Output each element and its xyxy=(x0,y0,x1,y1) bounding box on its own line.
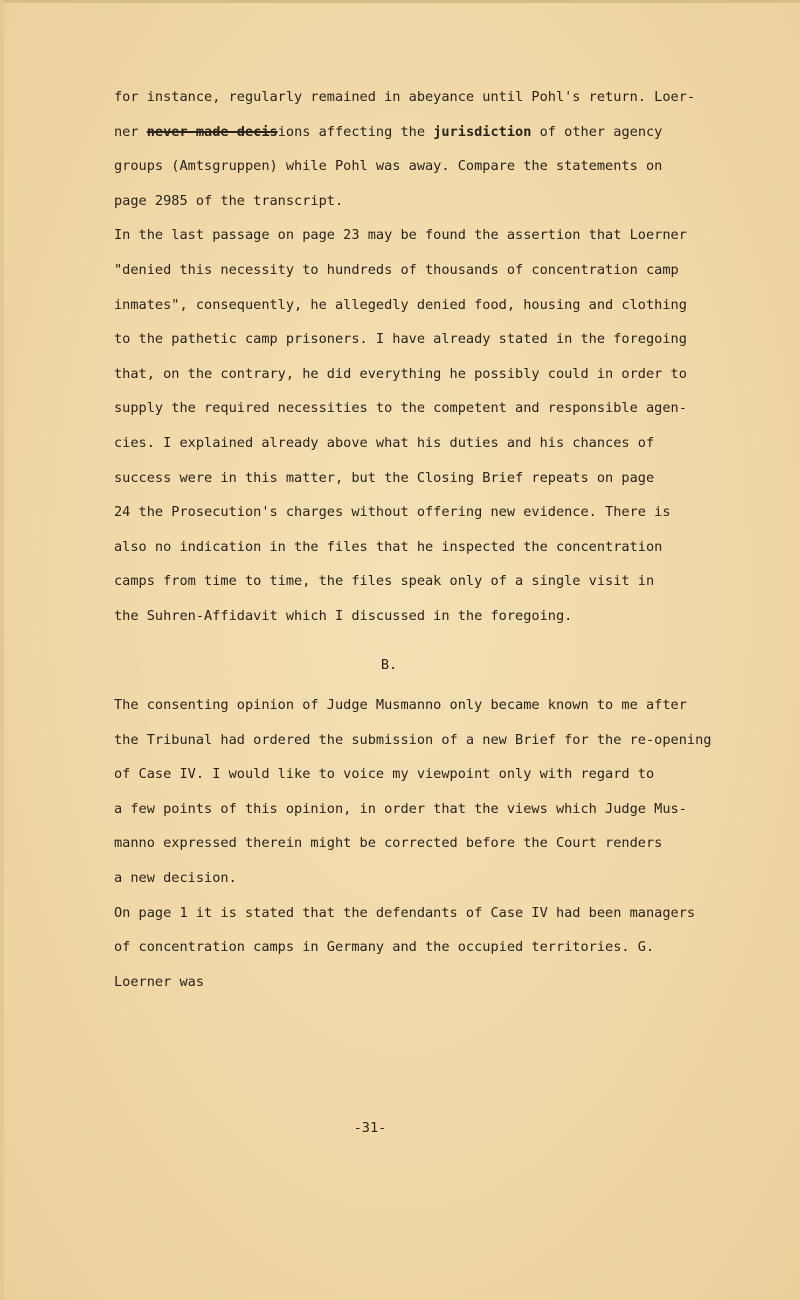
document-body xyxy=(114,80,724,999)
page-edge-left xyxy=(0,0,4,1300)
overtyped-word: jurisdiction xyxy=(433,123,532,140)
text-line: manno expressed therein might be corrected before the Court renders xyxy=(114,835,663,852)
text-line: groups (Amtsgruppen) while Pohl was away. Compare the statements on xyxy=(114,158,663,175)
struck-out-text: never made decis xyxy=(146,123,278,140)
page-number: -31- xyxy=(353,1120,387,1136)
text-line: The consenting opinion of Judge Musmanno only became known to me after xyxy=(114,697,687,714)
text-line: inmates", consequently, he allegedly denied food, housing and clothing xyxy=(114,296,687,313)
text-line: the Suhren-Affidavit which I discussed in the foregoing. xyxy=(114,607,573,624)
section-heading: B. xyxy=(380,656,398,673)
text-line: cies. I explained already above what his duties and his chances of xyxy=(114,434,655,451)
text-line: On page 1 it is stated that the defendants of Case IV had been managers xyxy=(114,904,696,921)
text-line: In the last passage on page 23 may be found the assertion that Loerner xyxy=(114,227,687,244)
text-line: Loerner was xyxy=(114,973,205,990)
text-line: also no indication in the files that he inspected the concentration xyxy=(114,538,663,555)
text-segment: ions affecting the xyxy=(277,123,434,140)
text-line: supply the required necessities to the competent and responsible agen- xyxy=(114,400,687,417)
text-segment: of other agency xyxy=(531,123,663,140)
text-line: a new decision. xyxy=(114,870,237,887)
text-line: "denied this necessity to hundreds of thousands of concentration camp xyxy=(114,261,679,278)
text-line: of Case IV. I would like to voice my viewpoint only with regard to xyxy=(114,766,655,783)
text-line-with-corrections xyxy=(114,115,724,150)
text-line: the Tribunal had ordered the submission of a new Brief for the re-opening xyxy=(114,731,712,748)
text-line: camps from time to time, the files speak only of a single visit in xyxy=(114,573,655,590)
text-line: that, on the contrary, he did everything he possibly could in order to xyxy=(114,365,687,382)
page-edge-top xyxy=(0,0,800,3)
text-line: of concentration camps in Germany and the occupied territories. G. xyxy=(114,939,655,956)
text-line: a few points of this opinion, in order that the views which Judge Mus- xyxy=(114,800,687,817)
paragraph-1 xyxy=(114,80,724,218)
text-line: to the pathetic camp prisoners. I have already stated in the foregoing xyxy=(114,331,687,348)
text-line: 24 the Prosecution's charges without offering new evidence. There is xyxy=(114,504,671,521)
text-line: page 2985 of the transcript. xyxy=(114,192,344,209)
text-segment: ner xyxy=(114,123,147,140)
text-line: for instance, regularly remained in abeyance until Pohl's return. Loer- xyxy=(114,89,696,105)
text-line: success were in this matter, but the Closing Brief repeats on page xyxy=(114,469,655,486)
paragraph-3 xyxy=(114,688,724,896)
paragraph-4 xyxy=(114,896,724,1000)
paragraph-2 xyxy=(114,218,724,633)
